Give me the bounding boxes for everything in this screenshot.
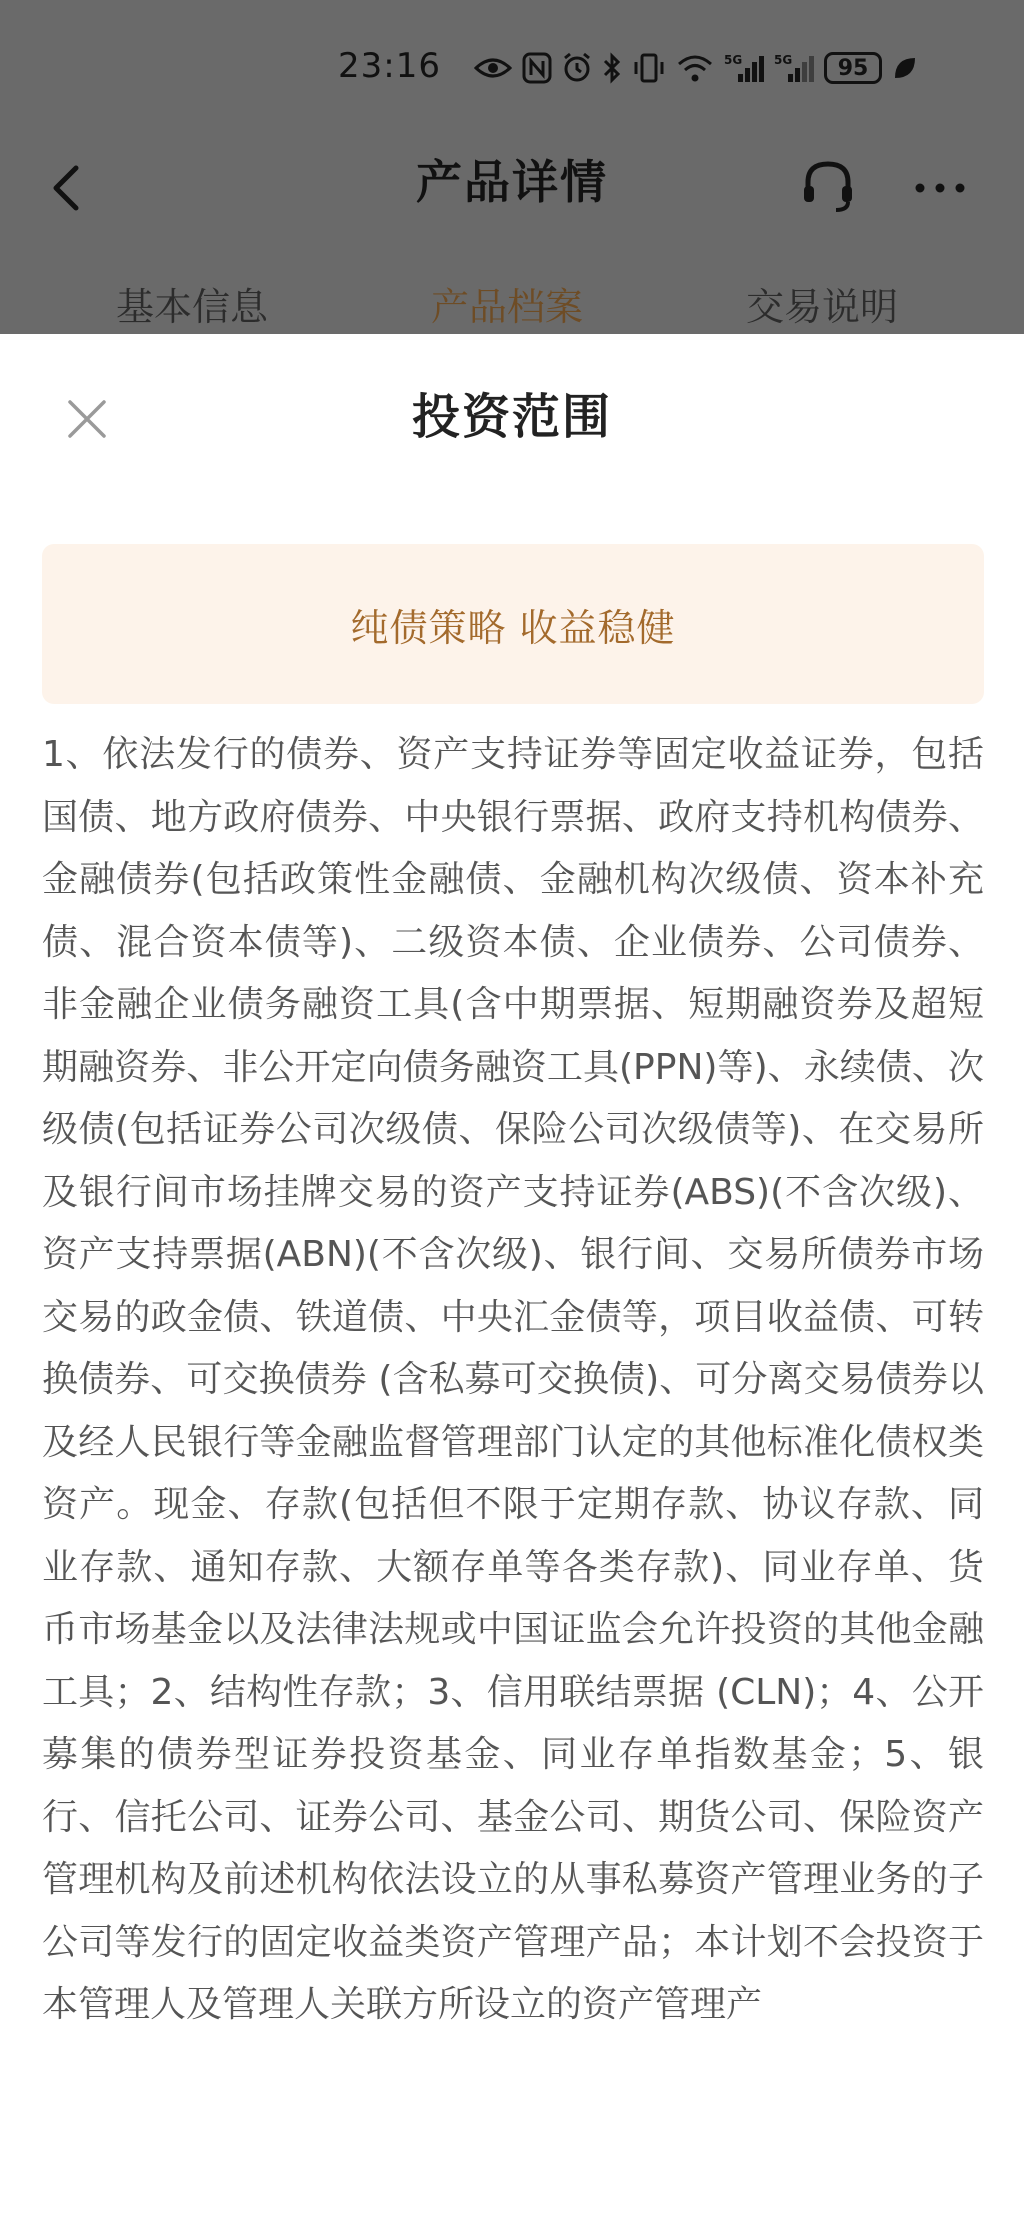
headset-icon[interactable] <box>798 152 858 222</box>
tab-bar <box>0 268 1024 338</box>
wifi-icon <box>676 53 714 83</box>
investment-scope-sheet <box>0 334 1024 2222</box>
more-icon[interactable] <box>910 152 970 222</box>
eye-icon <box>474 54 512 82</box>
nav-bar <box>0 136 1024 244</box>
background-page <box>0 0 1024 334</box>
signal-icon <box>774 52 814 84</box>
alarm-icon <box>562 52 592 84</box>
status-icons <box>474 48 918 88</box>
nfc-icon <box>522 52 552 84</box>
status-bar <box>0 0 1024 136</box>
vibrate-icon <box>632 52 666 84</box>
sheet-title: 投资范围 <box>411 389 612 445</box>
bluetooth-icon <box>602 52 622 84</box>
battery-icon: 95 <box>824 52 882 84</box>
tab-product-profile[interactable]: 产品档案 <box>431 285 584 329</box>
leaf-icon <box>892 55 918 81</box>
tagline-banner <box>42 544 984 704</box>
tab-basic-info[interactable]: 基本信息 <box>116 285 269 329</box>
network-label: 5G <box>774 53 793 67</box>
page-title: 产品详情 <box>416 155 608 209</box>
tab-trading-notes[interactable]: 交易说明 <box>746 285 899 329</box>
signal-icon <box>724 52 764 84</box>
tagline-text: 纯债策略 收益稳健 <box>350 605 676 650</box>
status-time: 23:16 <box>338 46 441 86</box>
investment-scope-text: 1、依法发行的债券、资产支持证券等固定收益证券，包括国债、地方政府债券、中央银行票据、政府支持机构债券、金融债券(包括政策性金融债、金融机构次级债、资本补充债、混合资本债等)、二级资本债、企业债券、公司债券、非金融企业债务融资工具(含中期票据、短期融资券及超短期融资券、非公开定向债务融资工具(PPN)等)、永续债、次级债(包括证券公司次级债、保险公司次级债等)、在交易所及银行间市场挂牌交易的资产支持证券(ABS)(不含次级)、资产支持票据(ABN)(不含次级)、银行间、交易所债券市场交易的政金债、铁道债、中央汇金债等，项目收益债、可转换债券、可交换债券 (含私募可交换债)、可分离交易债券以及经人民银行等金融监督管理部门认定的其他标准化债权类资产。现金、存款(包括但不限于定期存款、协议存款、同业存款、通知存款、大额存单等各类存款)、同业存单、货币市场基金以及法律法规或中国证监会允许投资的其他金融工具；2、结构性存款；3、信用联结票据 (CLN)；4、公开募集的债券型证券投资基金、同业存单指数基金；5、银行、信托公司、证券公司、基金公司、期货公司、保险资产管理机构及前述机构依法设立的从事私募资产管理业务的子公司等发行的固定收益类资产管理产品；本计划不会投资于本管理人及管理人关联方所设立的资产管理产 <box>42 734 984 2025</box>
network-label: 5G <box>724 53 743 67</box>
